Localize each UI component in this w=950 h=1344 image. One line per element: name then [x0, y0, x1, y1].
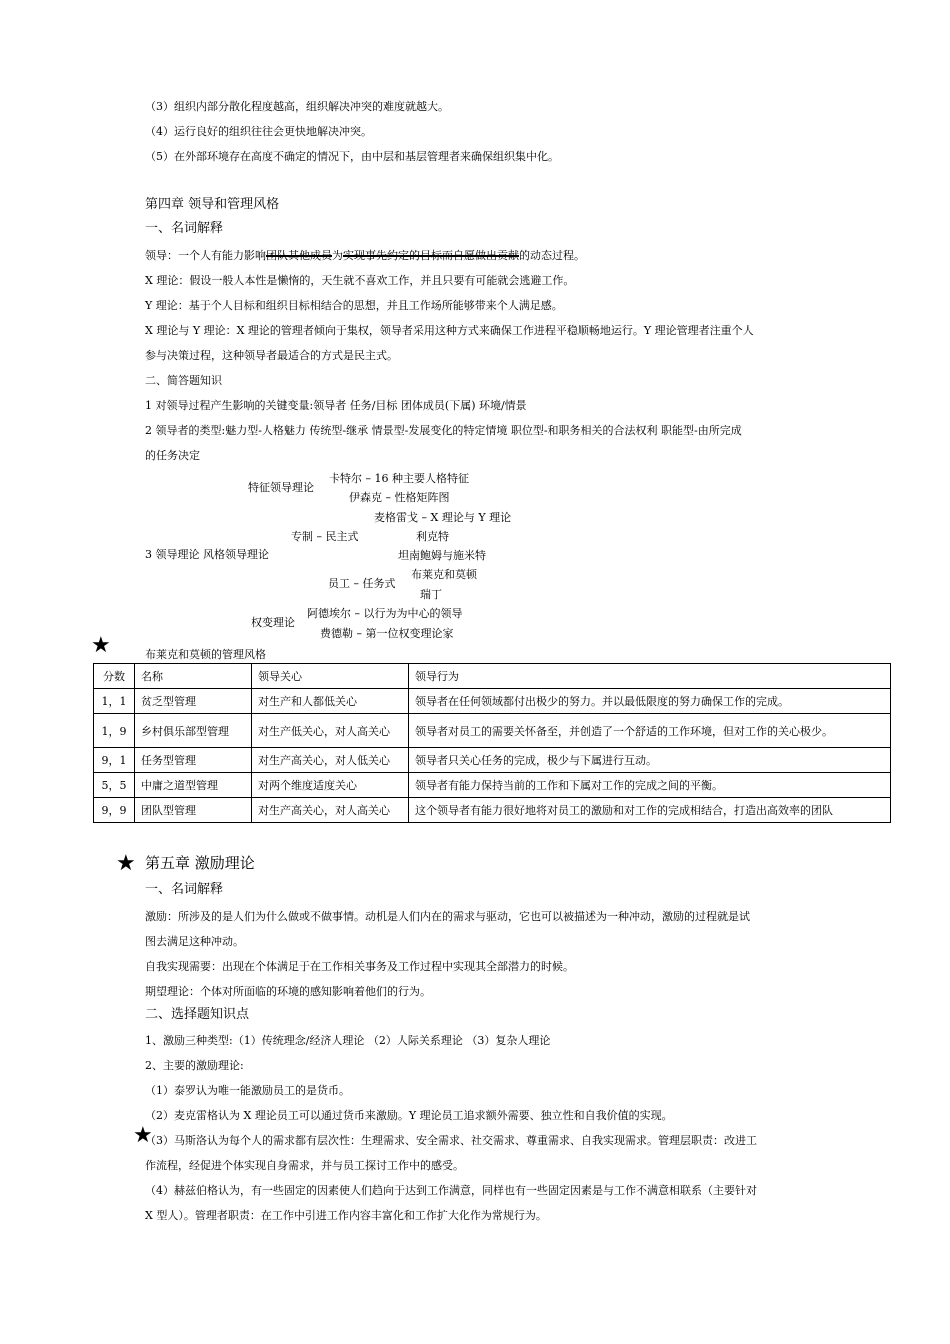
ch5-section2-heading: 二、选择题知识点: [145, 1007, 250, 1022]
ch4-section2-heading: 二、简答题知识: [145, 374, 222, 387]
cell-concern: 对生产和人都低关心: [252, 689, 409, 714]
cell-score: 1，9: [94, 714, 135, 748]
motivation-types: 1、激励三种类型:（1）传统理念/经济人理论 （2）人际关系理论 （3）复杂人理论: [145, 1034, 551, 1047]
leader-types-line1: 2 领导者的类型:魅力型-人格魅力 传统型-继承 情景型-发展变化的特定情境 职位型-和职务相关的合法权利 职能型-由所完成: [145, 424, 742, 437]
key-variables: 1 对领导过程产生影响的关键变量:领导者 任务/目标 团体成员(下属) 环境/情景: [145, 399, 527, 412]
theory-herzberg-line1: （4）赫兹伯格认为，有一些固定的因素使人们趋向于达到工作满意，同样也有一些固定因素是与工作不满意相联系（主要针对: [145, 1184, 757, 1197]
theory-taylor: （1）泰罗认为唯一能激励员工的是货币。: [145, 1084, 350, 1097]
cell-name: 团队型管理: [135, 798, 252, 823]
expectancy-definition: 期望理论：个体对所面临的环境的感知影响着他们的行为。: [145, 985, 431, 998]
cell-name: 中庸之道型管理: [135, 773, 252, 798]
style-reddin: 瑞丁: [420, 588, 442, 601]
leadership-theory-root: 3 领导理论 风格领导理论: [145, 548, 269, 561]
style-tannenbaum-schmidt: 坦南鲍姆与施米特: [398, 549, 486, 562]
header-name: 名称: [135, 664, 252, 689]
managerial-grid-title: 布莱克和莫顿的管理风格: [145, 648, 266, 661]
cell-behavior: 领导者有能力保持当前的工作和下属对工作的完成之间的平衡。: [409, 773, 891, 798]
style-blake-mouton: 布莱克和莫顿: [411, 568, 477, 581]
cell-score: 9，9: [94, 798, 135, 823]
style-autocratic-democratic: 专制 – 民主式: [291, 530, 359, 543]
star-icon: ★: [116, 851, 136, 876]
y-theory-definition: Y 理论：基于个人目标和组织目标相结合的思想，并且工作场所能够带来个人满足感。: [145, 299, 563, 312]
theory-maslow-line2: 作流程，经促进个体实现自身需求，并与员工探讨工作中的感受。: [145, 1159, 464, 1172]
cell-concern: 对生产高关心，对人低关心: [252, 748, 409, 773]
cell-concern: 对两个维度适度关心: [252, 773, 409, 798]
cell-score: 5，5: [94, 773, 135, 798]
trait-theory-label: 特征领导理论: [248, 481, 314, 494]
cell-name: 贫乏型管理: [135, 689, 252, 714]
style-likert: 利克特: [416, 530, 449, 543]
x-theory-definition: X 理论：假设一般人本性是懒惰的，天生就不喜欢工作，并且只要有可能就会逃避工作。: [145, 274, 575, 287]
table-row: [94, 689, 891, 714]
cell-concern: 对生产高关心，对人高关心: [252, 798, 409, 823]
chapter4-title: 第四章 领导和管理风格: [145, 197, 280, 212]
header-behavior: 领导行为: [409, 664, 891, 689]
main-motivation-theories: 2、主要的激励理论:: [145, 1059, 244, 1072]
xy-theory-line2: 参与决策过程，这种领导者最适合的方式是民主式。: [145, 349, 398, 362]
table-row: [94, 748, 891, 773]
trait-eysenck: 伊森克 – 性格矩阵图: [349, 491, 450, 504]
leader-types-line2: 的任务决定: [145, 449, 200, 462]
table-row: [94, 773, 891, 798]
theory-herzberg-line2: X 型人）。管理者职责：在工作中引进工作内容丰富化和工作扩大化作为常规行为。: [145, 1209, 547, 1222]
header-concern: 领导关心: [252, 664, 409, 689]
table-header-row: [94, 664, 891, 689]
header-score: 分数: [94, 664, 135, 689]
cell-behavior: 这个领导者有能力很好地将对员工的激励和对工作的完成相结合，打造出高效率的团队: [409, 798, 891, 823]
ch3-item-5: （5）在外部环境存在高度不确定的情况下，由中层和基层管理者来确保组织集中化。: [145, 150, 559, 163]
cell-concern: 对生产低关心，对人高关心: [252, 714, 409, 748]
self-actualization-definition: 自我实现需要：出现在个体满足于在工作相关事务及工作过程中实现其全部潜力的时候。: [145, 960, 574, 973]
managerial-grid-table: [93, 663, 891, 823]
contingency-adair: 阿德埃尔 – 以行为为中心的领导: [307, 607, 463, 620]
ch5-section1-heading: 一、名词解释: [145, 882, 224, 897]
motivation-line2: 图去满足这种冲动。: [145, 935, 244, 948]
star-icon: ★: [91, 633, 111, 658]
contingency-fiedler: 费德勒 – 第一位权变理论家: [320, 627, 454, 640]
cell-name: 乡村俱乐部型管理: [135, 714, 252, 748]
ch4-section1-heading: 一、名词解释: [145, 221, 224, 236]
chapter5-title: 第五章 激励理论: [145, 854, 255, 872]
theory-maslow-line1: （3）马斯洛认为每个人的需求都有层次性：生理需求、安全需求、社交需求、尊重需求、自我实现需求。管理层职责：改进工: [145, 1134, 757, 1147]
cell-score: 1，1: [94, 689, 135, 714]
table-row: [94, 714, 891, 748]
cell-name: 任务型管理: [135, 748, 252, 773]
cell-behavior: 领导者只关心任务的完成，极少与下属进行互动。: [409, 748, 891, 773]
table-row: [94, 798, 891, 823]
ch3-item-3: （3）组织内部分散化程度越高，组织解决冲突的难度就越大。: [145, 100, 449, 113]
trait-cattell: 卡特尔 – 16 种主要人格特征: [329, 472, 469, 485]
cell-behavior: 领导者对员工的需要关怀备至，并创造了一个舒适的工作环境，但对工作的关心极少。: [409, 714, 891, 748]
xy-theory-line1: X 理论与 Y 理论：X 理论的管理者倾向于集权，领导者采用这种方式来确保工作进程平稳顺畅地运行。Y 理论管理者注重个人: [145, 324, 754, 337]
leadership-definition: 领导：一个人有能力影响团队其他成员为实现事先约定的目标而自愿做出贡献的动态过程。: [145, 249, 585, 262]
star-icon: ★: [133, 1123, 153, 1148]
theory-mcgregor: （2）麦克雷格认为 X 理论员工可以通过货币来激励。Y 理论员工追求额外需要、独立性和自我价值的实现。: [145, 1109, 673, 1122]
style-mcgregor: 麦格雷戈 – X 理论与 Y 理论: [374, 511, 512, 524]
cell-behavior: 领导者在任何领域都付出极少的努力。并以最低限度的努力确保工作的完成。: [409, 689, 891, 714]
cell-score: 9，1: [94, 748, 135, 773]
style-employee-task: 员工 – 任务式: [328, 577, 396, 590]
motivation-line1: 激励：所涉及的是人们为什么做或不做事情。动机是人们内在的需求与驱动，它也可以被描述为一种冲动，激励的过程就是试: [145, 910, 750, 923]
contingency-theory-label: 权变理论: [251, 616, 295, 629]
ch3-item-4: （4）运行良好的组织往往会更快地解决冲突。: [145, 125, 372, 138]
